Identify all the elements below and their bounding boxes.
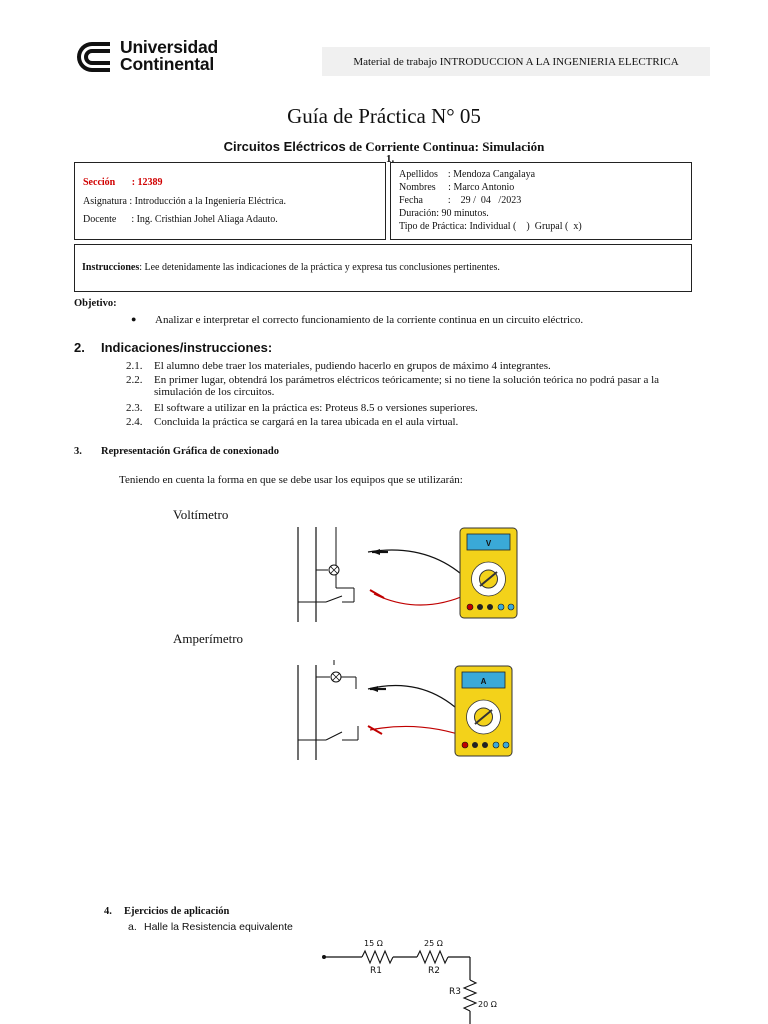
instructions-box xyxy=(74,244,692,292)
seccion-value: : 12389 xyxy=(131,177,163,188)
r2-value: 25 Ω xyxy=(424,939,443,948)
material-header-text: Material de trabajo INTRODUCCION A LA INGENIERIA ELECTRICA xyxy=(353,55,679,68)
voltimetro-label: Voltímetro xyxy=(173,507,229,522)
seccion-row xyxy=(83,177,163,188)
section-2-number: 2. xyxy=(74,340,85,355)
r3-label: R3 xyxy=(449,987,461,997)
instructions-label: Instrucciones xyxy=(82,262,140,273)
section-3-number: 3. xyxy=(74,446,82,457)
ammeter-diagram xyxy=(290,660,530,765)
logo-line-1: Universidad xyxy=(120,37,218,57)
list-item-number: 2.2. xyxy=(126,374,143,386)
list-item-text: En primer lugar, obtendrá los parámetros eléctricos teóricamente; si no tiene la solución teórica no podrá pasar a la simulación de los circuitos. xyxy=(154,374,660,398)
nombres-row: Nombres : Marco Antonio xyxy=(399,182,515,193)
voltmeter-diagram xyxy=(290,522,530,627)
list-item-number: 2.4. xyxy=(126,416,143,428)
section-4-title: Ejercicios de aplicación xyxy=(124,906,230,917)
r1-label: R1 xyxy=(370,966,382,976)
instructions-body: : Lee detenidamente las indicaciones de la práctica y expresa tus conclusiones pertinentes. xyxy=(139,262,500,273)
ammeter-display-label: A xyxy=(480,677,487,686)
page-subtitle xyxy=(0,139,768,155)
docente-row: Docente : Ing. Cristhian Johel Aliaga Adauto. xyxy=(83,214,278,225)
objetivo-text: Analizar e interpretar el correcto funcionamiento de la corriente continua en un circuito eléctrico. xyxy=(155,314,584,326)
logo-line-2: Continental xyxy=(120,54,215,74)
page-title: Guía de Práctica N° 05 xyxy=(287,104,481,128)
item-a-text: Halle la Resistencia equivalente xyxy=(144,921,293,933)
fecha-row: Fecha : 29 / 04 /2023 xyxy=(399,195,522,206)
asignatura-row: Asignatura : Introducción a la Ingeniería Eléctrica. xyxy=(83,196,286,207)
student-info-box xyxy=(390,162,692,240)
list-item-number: 2.1. xyxy=(126,360,143,372)
list-item-text: El alumno debe traer los materiales, pudiendo hacerlo en grupos de máximo 4 integrantes. xyxy=(154,360,551,372)
section-3-intro: Teniendo en cuenta la forma en que se debe usar los equipos que se utilizarán: xyxy=(119,474,463,486)
r1-value: 15 Ω xyxy=(364,939,383,948)
section-2-title: Indicaciones/instrucciones: xyxy=(101,340,273,355)
list-item-text: El software a utilizar en la práctica es: Proteus 8.5 o versiones superiores. xyxy=(154,402,478,414)
item-a-letter: a. xyxy=(128,921,137,933)
r2-label: R2 xyxy=(428,966,440,976)
duracion-row: Duración: 90 minutos. xyxy=(399,208,489,219)
apellidos-row: Apellidos : Mendoza Cangalaya xyxy=(399,169,536,180)
section-4-number: 4. xyxy=(104,906,112,917)
instructions-text xyxy=(82,262,500,273)
subtitle-part-2: de Corriente Continua: Simulación xyxy=(345,139,545,154)
resistor-circuit-diagram xyxy=(318,934,518,1024)
section-3-title: Representación Gráfica de conexionado xyxy=(101,446,279,457)
amperimetro-label: Amperímetro xyxy=(173,631,244,646)
objetivo-label: Objetivo: xyxy=(74,298,117,309)
list-item-text: Concluida la práctica se cargará en la tarea ubicada en el aula virtual. xyxy=(154,416,459,428)
objetivo-bullet: ● xyxy=(131,314,137,324)
material-header xyxy=(322,47,710,76)
tipo-row: Tipo de Práctica: Individual ( ) Grupal ( x) xyxy=(399,221,582,232)
university-logo-icon xyxy=(72,40,112,74)
subtitle-part-1: Circuitos Eléctricos xyxy=(223,139,346,154)
r3-value: 20 Ω xyxy=(478,1000,497,1009)
seccion-label: Sección xyxy=(83,177,116,188)
list-item-number: 2.3. xyxy=(126,402,143,414)
subtitle-mark: 1. xyxy=(386,153,395,165)
course-info-box xyxy=(74,162,386,240)
voltmeter-display-label: V xyxy=(485,539,492,548)
university-name xyxy=(120,39,218,73)
